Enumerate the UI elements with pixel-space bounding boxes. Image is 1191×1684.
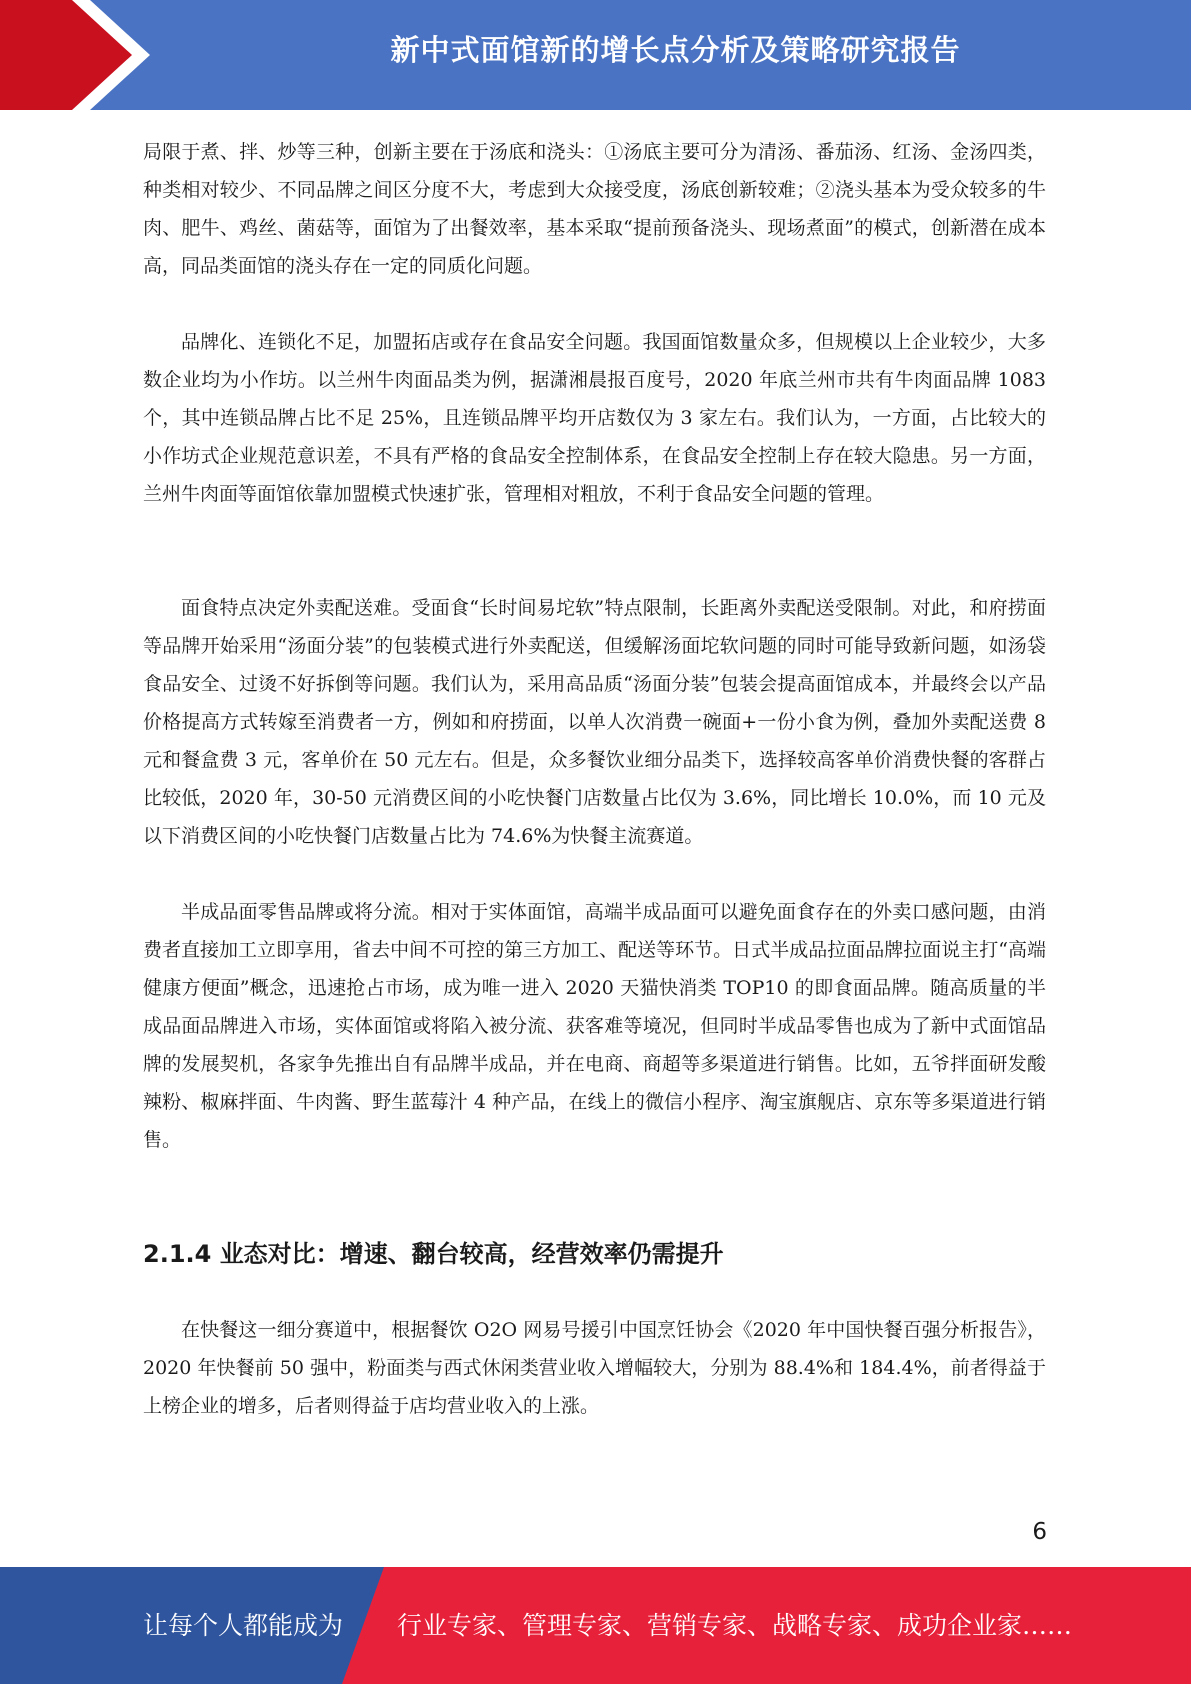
report-title: 新中式面馆新的增长点分析及策略研究报告 — [390, 33, 961, 67]
paragraph-fast-food: 在快餐这一细分赛道中，根据餐饮 O2O 网易号援引中国烹饪协会《2020 年中国快餐百强分析报告》，2020 年快餐前 50 强中，粉面类与西式休闲类营业收入增幅较大，分别为 88.4%和 184.4%，前者得益于上榜企业的增多，后者则得益于店均营业收入的上涨。 — [143, 1319, 1046, 1417]
header-arrow-icon — [0, 0, 160, 110]
footer-slogan-right: 行业专家、管理专家、营销专家、战略专家、成功企业家…… — [397, 1611, 1073, 1640]
paragraph-semi-finished: 半成品面零售品牌或将分流。相对于实体面馆，高端半成品面可以避免面食存在的外卖口感问题，由消费者直接加工立即享用，省去中间不可控的第三方加工、配送等环节。日式半成品拉面品牌拉面说主打“高端健康方便面”概念，迅速抢占市场，成为唯一进入 2020 天猫快消类 TOP10 的即食面品牌。随高质量的半成品面品牌进入市场，实体面馆或将陷入被分流、获客难等境况，但同时半成品零售也成为了新中式面馆品牌的发展契机，各家争先推出自有品牌半成品，并在电商、商超等多渠道进行销售。比如，五爷拌面研发酸辣粉、椒麻拌面、牛肉酱、野生蓝莓汁 4 种产品，在线上的微信小程序、淘宝旗舰店、京东等多渠道进行销售。 — [143, 901, 1046, 1151]
paragraph-soup-toppings: 局限于煮、拌、炒等三种，创新主要在于汤底和浇头：①汤底主要可分为清汤、番茄汤、红汤、金汤四类，种类相对较少、不同品牌之间区分度不大，考虑到大众接受度，汤底创新较难；②浇头基本为受众较多的牛肉、肥牛、鸡丝、菌菇等，面馆为了出餐效率，基本采取“提前预备浇头、现场煮面”的模式，创新潜在成本高，同品类面馆的浇头存在一定的同质化问题。 — [143, 141, 1046, 277]
page-number: 6 — [1032, 1519, 1047, 1545]
page-content — [143, 133, 1046, 1425]
paragraph-branding-chain: 品牌化、连锁化不足，加盟拓店或存在食品安全问题。我国面馆数量众多，但规模以上企业较少，大多数企业均为小作坊。以兰州牛肉面品类为例，据潇湘晨报百度号，2020 年底兰州市共有牛肉面品牌 1083 个，其中连锁品牌占比不足 25%，且连锁品牌平均开店数仅为 3 家左右。我们认为，一方面，占比较大的小作坊式企业规范意识差，不具有严格的食品安全控制体系，在食品安全控制上存在较大隐患。另一方面，兰州牛肉面等面馆依靠加盟模式快速扩张，管理相对粗放，不利于食品安全问题的管理。 — [143, 331, 1046, 505]
paragraph-delivery: 面食特点决定外卖配送难。受面食“长时间易坨软”特点限制，长距离外卖配送受限制。对此，和府捞面等品牌开始采用“汤面分装”的包装模式进行外卖配送，但缓解汤面坨软问题的同时可能导致新问题，如汤袋食品安全、过烫不好拆倒等问题。我们认为，采用高品质“汤面分装”包装会提高面馆成本，并最终会以产品价格提高方式转嫁至消费者一方，例如和府捞面，以单人次消费一碗面+一份小食为例，叠加外卖配送费 8 元和餐盒费 3 元，客单价在 50 元左右。但是，众多餐饮业细分品类下，选择较高客单价消费快餐的客群占比较低，2020 年，30-50 元消费区间的小吃快餐门店数量占比仅为 3.6%，同比增长 10.0%，而 10 元及以下消费区间的小吃快餐门店数量占比为 74.6%为快餐主流赛道。 — [143, 597, 1046, 847]
page-header — [0, 0, 1191, 110]
page-footer — [0, 1567, 1191, 1684]
footer-slogan-left: 让每个人都能成为 — [143, 1611, 344, 1640]
section-heading: 2.1.4 业态对比：增速、翻台较高，经营效率仍需提升 — [143, 1240, 724, 1268]
